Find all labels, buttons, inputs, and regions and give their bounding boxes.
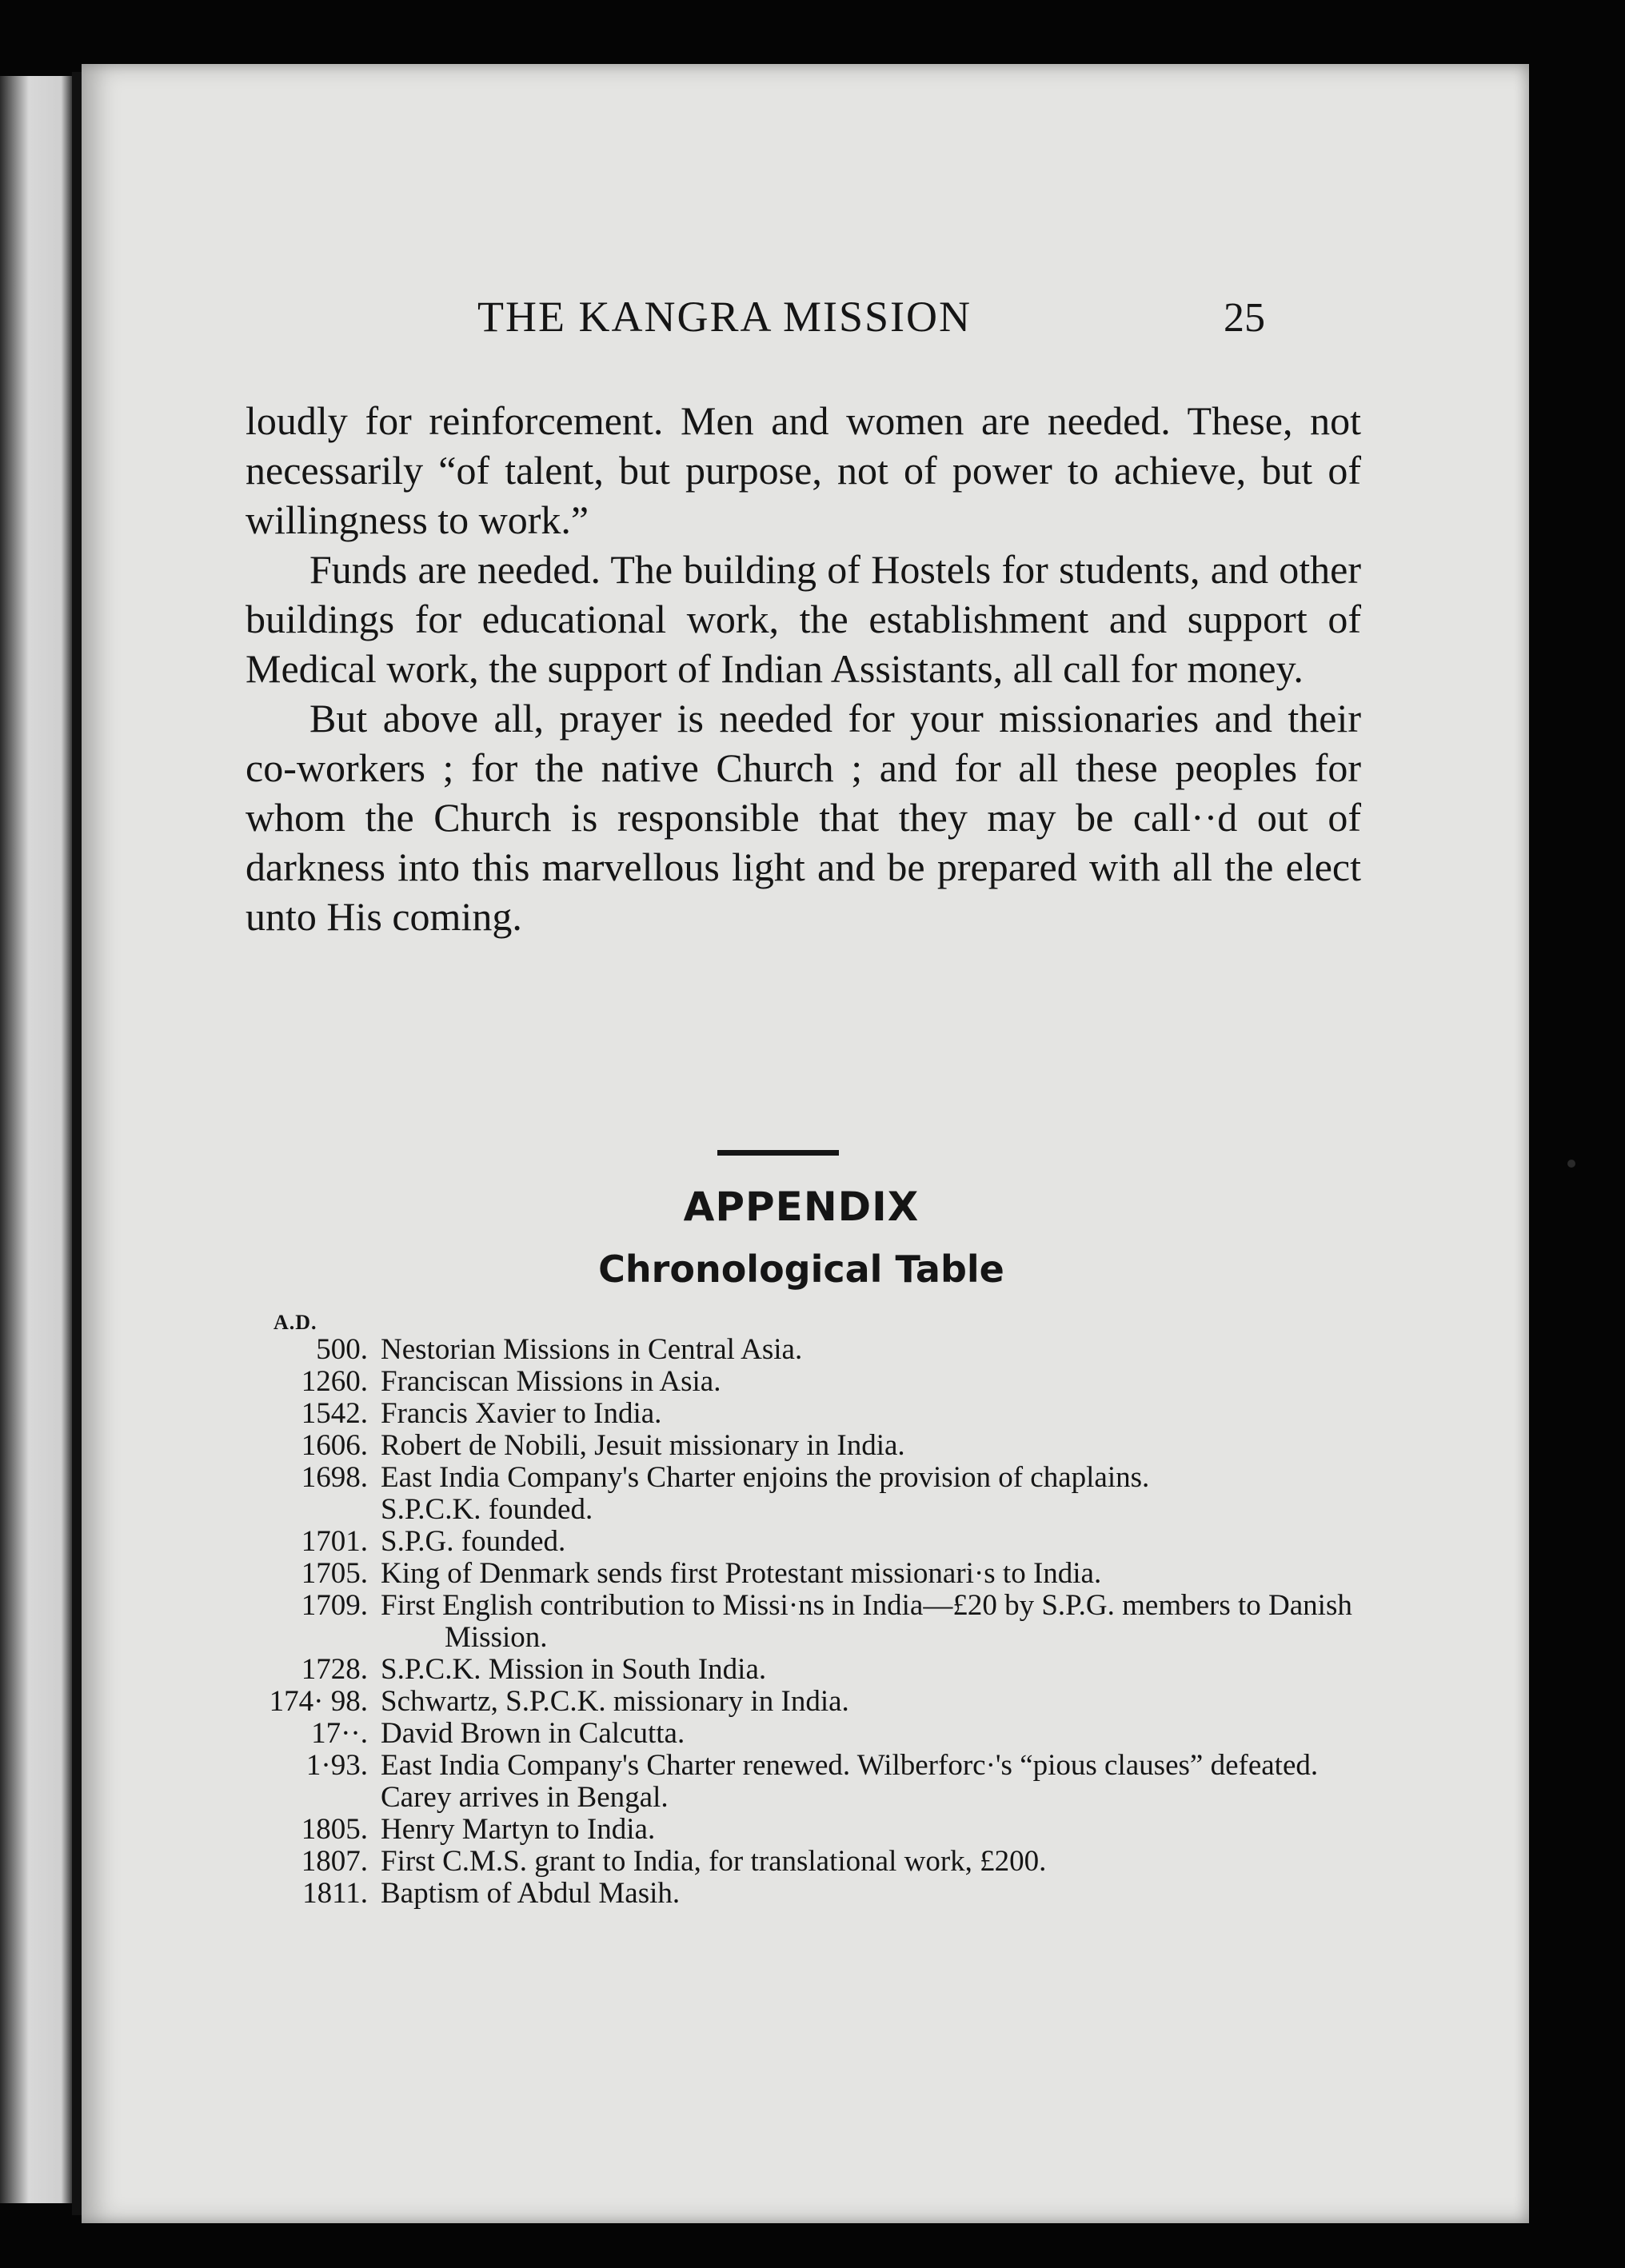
table-row <box>264 1334 1399 1366</box>
era-label: A.D. <box>273 1311 317 1334</box>
paragraph: Funds are needed. The building of Hostels for students, and other buildings for educational work, the establishment and support of Medical work, the support of Indian Assistants, all call for money. <box>246 547 1361 691</box>
table-row <box>264 1878 1399 1910</box>
running-head: THE KANGRA MISSION <box>477 293 972 341</box>
page-number: 25 <box>1224 295 1265 341</box>
event-cell: S.P.C.K. Mission in South India. <box>381 1653 767 1686</box>
table-row <box>264 1750 1399 1782</box>
table-heading: Chronological Table <box>598 1248 1004 1291</box>
table-row <box>264 1718 1399 1750</box>
year-cell: 17··. <box>311 1717 368 1750</box>
paragraph: loudly for reinforcement. Men and women are needed. These, not necessarily “of talent, but purpose, not of power to achieve, but of willingness to work.” <box>246 398 1361 542</box>
year-cell: 1705. <box>301 1557 368 1590</box>
event-cell: East India Company's Charter renewed. Wilberforc·'s “pious clauses” defeated. <box>381 1749 1319 1782</box>
year-cell: 1811. <box>302 1877 368 1910</box>
table-row <box>264 1398 1399 1430</box>
year-cell: 1698. <box>301 1461 368 1494</box>
event-cell: Henry Martyn to India. <box>381 1813 656 1846</box>
event-cell: Franciscan Missions in Asia. <box>381 1365 721 1398</box>
table-row <box>264 1430 1399 1462</box>
year-cell: 500. <box>316 1333 368 1366</box>
table-row <box>264 1846 1399 1878</box>
event-cell: David Brown in Calcutta. <box>381 1717 685 1750</box>
event-cell: King of Denmark sends first Protestant missionari·s to India. <box>381 1557 1102 1590</box>
event-cell: Nestorian Missions in Central Asia. <box>381 1333 803 1366</box>
table-row <box>264 1558 1399 1590</box>
paragraph: But above all, prayer is needed for your missionaries and their co-workers ; for the native Church ; and for all these peoples for whom the Church is responsible that they may be call··d out of darkness into this marvellous light and be prepared with all the elect unto His coming. <box>246 696 1361 939</box>
event-cell: Francis Xavier to India. <box>381 1397 662 1430</box>
chronological-rows <box>264 1334 1399 1910</box>
section-divider <box>717 1150 839 1156</box>
event-cell: Baptism of Abdul Masih. <box>381 1877 681 1910</box>
year-cell: 1701. <box>301 1525 368 1558</box>
year-cell: 1805. <box>301 1813 368 1846</box>
table-row <box>264 1366 1399 1398</box>
event-cell: First English contribution to Missi·ns in India—£20 by S.P.G. members to Danish Mission. <box>381 1589 1352 1654</box>
facing-page-edge <box>0 76 72 2203</box>
year-cell: 1260. <box>301 1365 368 1398</box>
scan-speck <box>1567 1160 1575 1168</box>
year-cell: 174· 98. <box>269 1685 368 1718</box>
chronological-table <box>264 1312 1399 1910</box>
table-row <box>264 1654 1399 1686</box>
year-cell: 1728. <box>301 1653 368 1686</box>
table-row <box>264 1782 1399 1814</box>
table-row <box>264 1494 1399 1526</box>
event-cell: S.P.C.K. founded. <box>381 1493 593 1526</box>
event-cell: Robert de Nobili, Jesuit missionary in India. <box>381 1429 905 1462</box>
event-cell: S.P.G. founded. <box>381 1525 566 1558</box>
year-cell: 1·93. <box>305 1749 368 1782</box>
event-cell: Schwartz, S.P.C.K. missionary in India. <box>381 1685 849 1718</box>
book-page <box>82 64 1529 2223</box>
event-cell: First C.M.S. grant to India, for translational work, £200. <box>381 1845 1047 1878</box>
table-row <box>264 1590 1399 1654</box>
year-cell: 1807. <box>301 1845 368 1878</box>
appendix-heading: APPENDIX <box>683 1184 920 1230</box>
body-text <box>246 396 1361 941</box>
event-cell: East India Company's Charter enjoins the provision of chaplains. <box>381 1461 1150 1494</box>
table-row <box>264 1686 1399 1718</box>
year-cell: 1542. <box>301 1397 368 1430</box>
table-row <box>264 1814 1399 1846</box>
year-cell: 1606. <box>301 1429 368 1462</box>
table-row <box>264 1526 1399 1558</box>
event-cell: Carey arrives in Bengal. <box>381 1781 669 1814</box>
table-row <box>264 1462 1399 1494</box>
year-cell: 1709. <box>301 1589 368 1622</box>
